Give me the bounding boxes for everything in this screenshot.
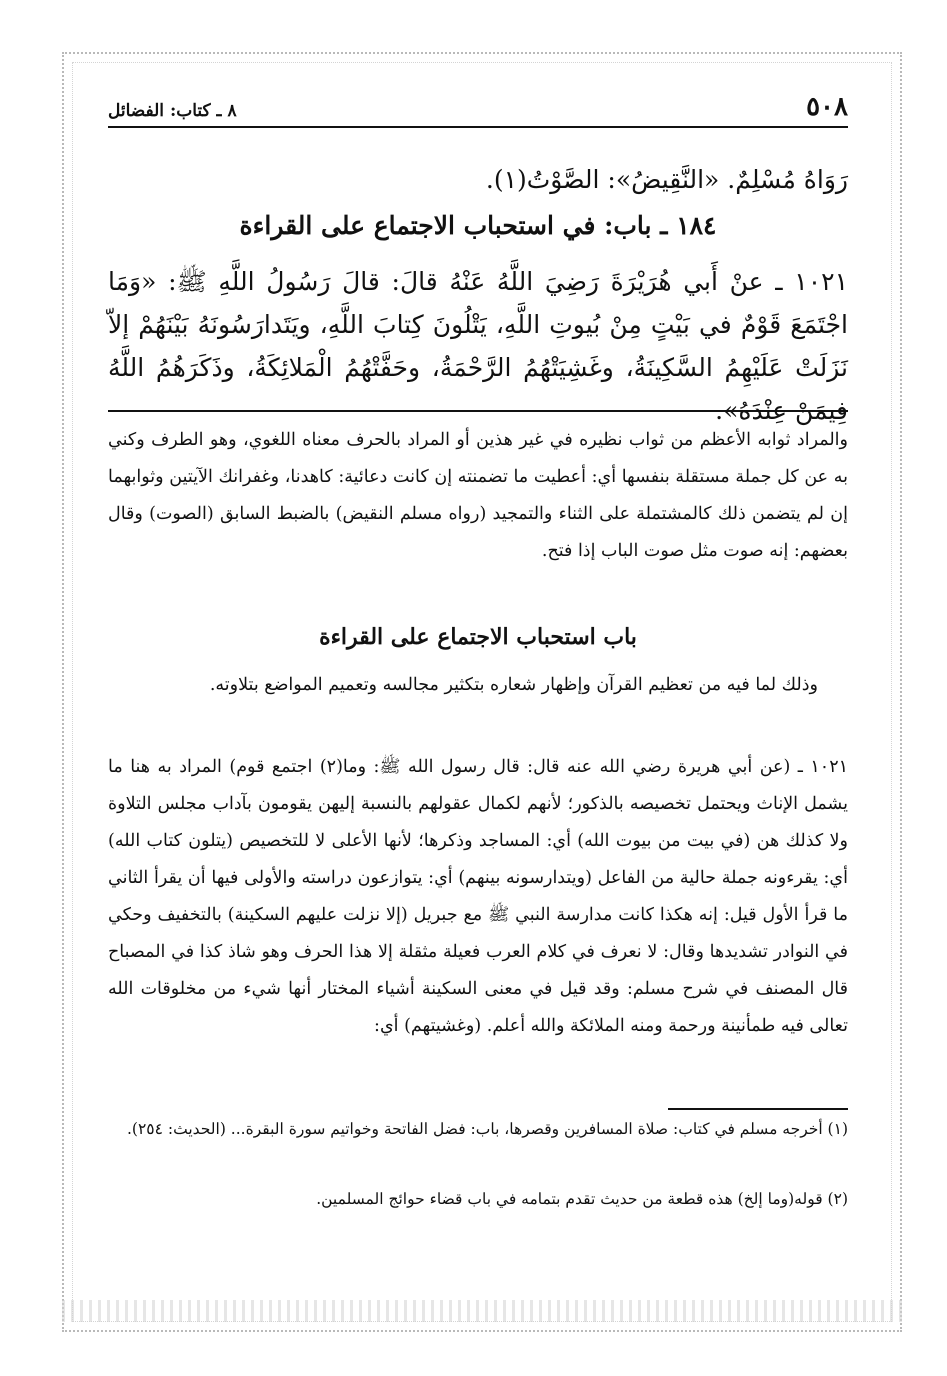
page-content: [108, 92, 848, 1212]
running-head: ٨ ـ كتاب: الفضائل: [108, 101, 237, 121]
page-header: [108, 92, 848, 128]
commentary-chapter-title: باب استحباب الاجتماع على القراءة: [319, 624, 637, 650]
commentary-paragraph-2: وذلك لما فيه من تعظيم القرآن وإظهار شعاره بتكثير مجالسه وتعميم المواضع بتلاوته.: [209, 675, 818, 695]
footnote-divider: [668, 1108, 848, 1110]
border-ornament: [62, 1300, 902, 1322]
hadith-text: ١٠٢١ ـ عنْ أَبي هُرَيْرَةَ رَضِيَ اللَّهُ عَنْهُ قالَ: قالَ رَسُولُ اللَّهِ ﷺ: «وَمَا اجْتَمَعَ قَوْمٌ في بَيْتٍ مِنْ بُيوتِ اللَّهِ، يَتْلُونَ كِتابَ اللَّهِ، ويَتَدارَسُونَهُ بَيْنَهُمْ إلاّ نَزَلَتْ عَلَيْهِمُ السَّكِينَةُ، وغَشِيَتْهُمُ الرَّحْمَةُ، وحَفَّتْهُمُ الْمَلائِكَةُ، وذَكَرَهُمُ اللَّهُ فِيمَنْ عِنْدَهُ».: [108, 267, 848, 425]
commentary-paragraph-1: والمراد ثوابه الأعظم من ثواب نظيره في غير هذين أو المراد بالحرف معناه اللغوي، وهو الطرف وكني به عن كل جملة مستقلة بنفسها أي: أعطيت ما تضمنته إن كانت دعائية: كاهدنا، وغفرانك الآيتين وثوابهما إن لم يتضمن ذلك كالمشتملة على الثناء والتمجيد (رواه مسلم النقيض) بالضبط السابق (الصوت) وقال بعضهم: إنه صوت مثل صوت الباب إذا فتح.: [108, 430, 848, 561]
commentary-paragraph-3: ١٠٢١ ـ (عن أبي هريرة رضي الله عنه قال: قال رسول الله ﷺ: وما(٢) اجتمع قوم) المراد به هنا ما يشمل الإناث ويحتمل تخصيصه بالذكور؛ لأنهم لكمال عقولهم بالنسبة إليهن يقومون بآداب مجلس التلاوة ولا كذلك هن (في بيت من بيوت الله) أي: المساجد وذكرها؛ لأنها الأعلى لا للتخصيص (يتلون كتاب الله) أي: يقرءونه جملة حالية من الفاعل (ويتدارسونه بينهم) أي: يتوازعون دراسته والأولى فيها أن يقرأ الثاني ما قرأ الأول قيل: إنه هكذا كانت مدارسة النبي ﷺ مع جبريل (إلا نزلت عليهم السكينة) بالتخفيف وحكي في النوادر تشديدها وقال: لا نعرف في كلام العرب فعيلة مثقلة إلا هذا الحرف وهو شاذ كذا في المصباح قال المصنف في شرح مسلم: وقد قيل في معنى السكينة أشياء المختار أنها شيء من مخلوقات الله تعالى فيه طمأنينة ورحمة ومنه الملائكة والله أعلم. (وغشيتهم) أي:: [108, 757, 848, 1036]
page-number: ٥٠٨: [806, 92, 848, 122]
riwaya-line: رَوَاهُ مُسْلِمٌ. «النَّقِيضُ»: الصَّوْتُ(١).: [485, 165, 848, 194]
chapter-title: ١٨٤ ـ باب: في استحباب الاجتماع على القراءة: [239, 211, 717, 240]
footnote-1: (١) أخرجه مسلم في كتاب: صلاة المسافرين وقصرها، باب: فضل الفاتحة وخواتيم سورة البقرة... (الحديث: ٢٥٤).: [127, 1120, 848, 1138]
footnote-2: (٢) قوله(وما إلخ) هذه قطعة من حديث تقدم بتمامه في باب قضاء حوائج المسلمين.: [316, 1190, 848, 1208]
